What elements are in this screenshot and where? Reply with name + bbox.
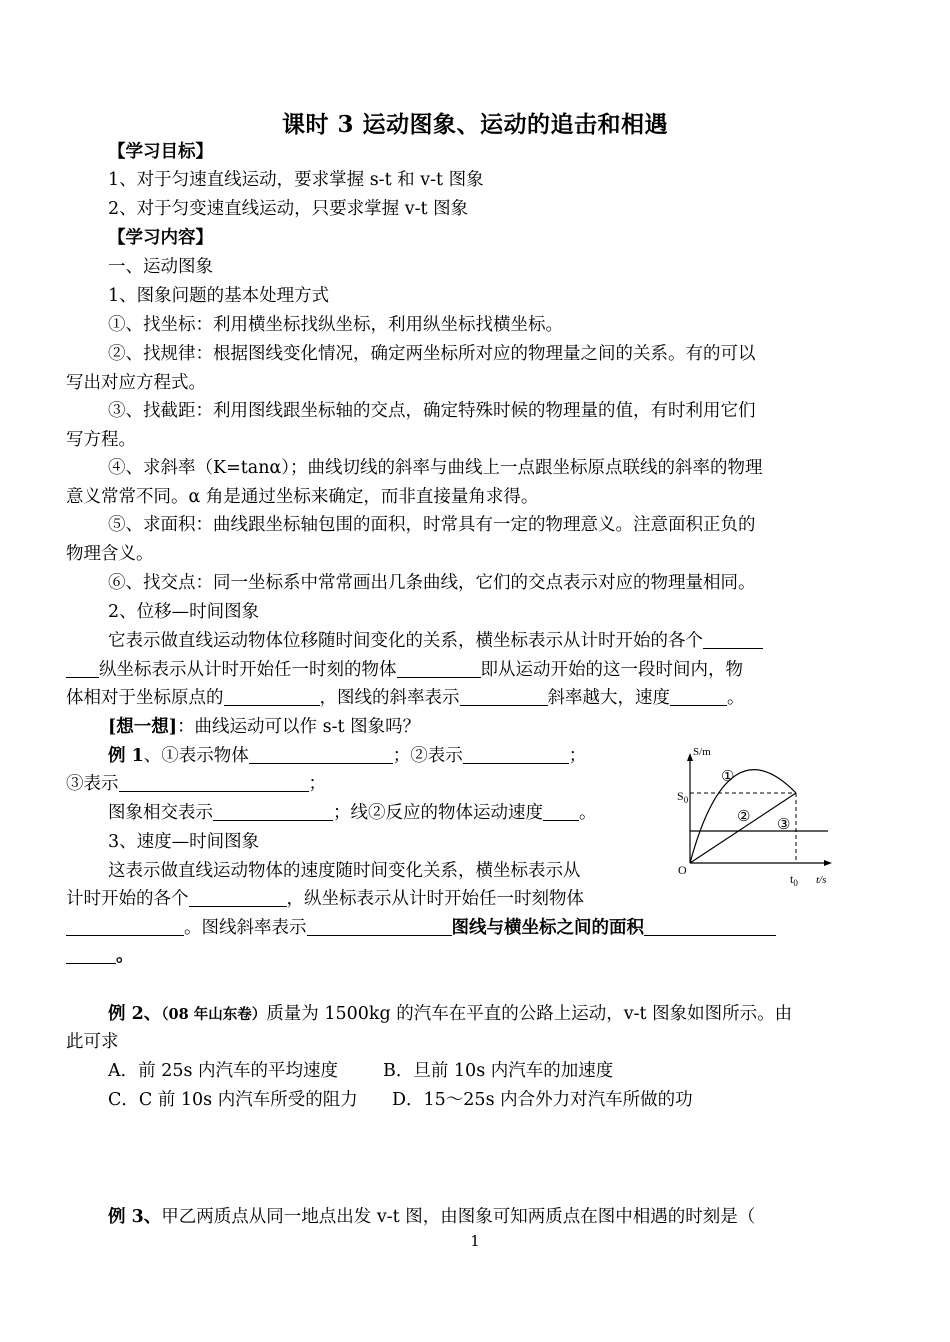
st-graph-text: 斜率越大，速度 — [547, 688, 670, 708]
subsection-1-heading: 1、图象问题的基本处理方式 — [108, 286, 330, 306]
fill-blank[interactable] — [66, 917, 184, 936]
subsection-2-heading: 2、位移—时间图象 — [108, 602, 260, 622]
fill-blank[interactable] — [644, 917, 776, 936]
fill-blank[interactable] — [703, 630, 763, 649]
x-axis-arrow-icon — [824, 860, 832, 866]
origin-label: O — [678, 863, 687, 877]
paragraph-5-line-1: ⑤、求面积：曲线跟坐标轴包围的面积，时常具有一定的物理意义。注意面积正负的 — [108, 515, 756, 535]
vt-graph-text: ，纵坐标表示从计时开始任一时刻物体 — [286, 889, 584, 909]
curve-2-label: ② — [737, 809, 751, 825]
fill-blank[interactable] — [224, 687, 320, 706]
example-1-line-1 — [108, 744, 586, 768]
paragraph-2-line-1: ②、找规律：根据图线变化情况，确定两坐标所对应的物理量之间的关系。有的可以 — [108, 344, 756, 364]
example-2-label: 例 2、 — [108, 1004, 162, 1024]
vt-graph-text: 。 — [116, 946, 134, 966]
goals-heading: 【学习目标】 — [108, 142, 213, 162]
example-1-label: 例 1 — [108, 746, 144, 766]
example-2-option-a: A．前 25s 内汽车的平均速度 — [108, 1061, 339, 1081]
curve-3-label: ③ — [777, 817, 791, 833]
st-graph-text: 。 — [727, 688, 745, 708]
t0-label: $t_0$ — [790, 872, 798, 888]
st-graph-text: 它表示做直线运动物体位移随时间变化的关系，横坐标表示从计时开始的各个 — [108, 631, 703, 651]
vt-graph-text: 计时开始的各个 — [66, 889, 189, 909]
page-number: 1 — [470, 1232, 480, 1250]
example-2-option-b: B．旦前 10s 内汽车的加速度 — [383, 1061, 614, 1081]
vt-graph-text: 。图线斜率表示 — [184, 918, 307, 938]
fill-blank[interactable] — [460, 687, 548, 706]
example-3-label: 例 3、 — [108, 1207, 162, 1227]
paragraph-4-line-1: ④、求斜率（K=tanα）；曲线切线的斜率与曲线上一点跟坐标原点联线的斜率的物理 — [108, 458, 763, 478]
example-2-option-c: C．C 前 10s 内汽车所受的阻力 — [108, 1090, 358, 1110]
section-1-heading: 一、运动图象 — [108, 257, 213, 277]
st-graph-line-1 — [108, 629, 763, 653]
st-graph-text: 纵坐标表示从计时开始任一时刻的物体 — [99, 660, 397, 680]
content-heading: 【学习内容】 — [108, 228, 213, 248]
example-1-text: ； — [568, 746, 587, 766]
st-graph-text: ，图线的斜率表示 — [319, 688, 460, 708]
paragraph-3-line-1: ③、找截距：利用图线跟坐标轴的交点，确定特殊时候的物理量的值，有时利用它们 — [108, 401, 756, 421]
example-2-line-1 — [108, 1002, 792, 1027]
st-graph-line-3 — [66, 686, 745, 710]
y-axis-label: S/m — [693, 746, 711, 758]
example-2-source: （08 年山东卷） — [161, 1006, 267, 1023]
paragraph-6: ⑥、找交点：同一坐标系中常常画出几条曲线，它们的交点表示对应的物理量相同。 — [108, 573, 756, 593]
goal-2: 2、对于匀变速直线运动，只要求掌握 v-t 图象 — [108, 199, 469, 219]
page-title: 课时 3 运动图象、运动的追击和相遇 — [281, 111, 669, 138]
paragraph-2-line-2: 写出对应方程式。 — [66, 373, 206, 393]
x-axis-label: t/s — [816, 874, 827, 886]
fill-blank[interactable] — [307, 917, 452, 936]
vt-graph-line-2 — [66, 887, 584, 911]
example-2-option-d: D．15～25s 内合外力对汽车所做的功 — [392, 1090, 693, 1110]
st-graph-line-2 — [66, 658, 743, 682]
example-1-text: ；②表示 — [392, 746, 463, 766]
vt-graph-line-1: 这表示做直线运动物体的速度随时间变化关系，横坐标表示从 — [108, 861, 581, 881]
paragraph-5-line-2: 物理含义。 — [66, 544, 154, 564]
think-label: [想一想] — [108, 717, 178, 737]
example-1-text: ；线②反应的物体运动速度 — [333, 803, 543, 823]
st-graph-figure — [676, 743, 836, 893]
example-3-line-1 — [108, 1205, 755, 1229]
fill-blank[interactable] — [670, 687, 727, 706]
paragraph-1: ①、找坐标：利用横坐标找纵坐标，利用纵坐标找横坐标。 — [108, 315, 563, 335]
example-1-text: 、①表示物体 — [143, 746, 249, 766]
fill-blank[interactable] — [119, 773, 309, 792]
think-text: ：曲线运动可以作 s-t 图象吗？ — [177, 717, 421, 737]
example-1-line-2 — [66, 772, 326, 796]
example-1-text: ③表示 — [66, 774, 119, 794]
goal-1: 1、对于匀速直线运动，要求掌握 s-t 和 v-t 图象 — [108, 170, 484, 190]
s0-label: $S_0$ — [677, 789, 689, 805]
example-2-line-2: 此可求 — [66, 1032, 119, 1052]
fill-blank[interactable] — [66, 659, 99, 678]
fill-blank[interactable] — [543, 802, 579, 821]
curve-1-label: ① — [721, 769, 735, 785]
example-1-text: 。 — [579, 803, 597, 823]
subsection-3-heading: 3、速度—时间图象 — [108, 832, 260, 852]
fill-blank[interactable] — [213, 802, 333, 821]
paragraph-4-line-2: 意义常常不同。α 角是通过坐标来确定，而非直接量角求得。 — [66, 487, 539, 507]
example-1-text: 图象相交表示 — [108, 803, 213, 823]
fill-blank[interactable] — [463, 745, 569, 764]
fill-blank[interactable] — [66, 945, 116, 964]
vt-graph-line-4 — [66, 944, 134, 968]
st-graph-text: 即从运动开始的这一段时间内，物 — [480, 660, 743, 680]
paragraph-3-line-2: 写方程。 — [66, 430, 136, 450]
fill-blank[interactable] — [189, 888, 287, 907]
vt-graph-line-3 — [66, 916, 776, 940]
st-graph-text: 体相对于坐标原点的 — [66, 688, 224, 708]
example-1-line-3 — [108, 801, 597, 825]
vt-graph-bold-text: 图线与横坐标之间的面积 — [451, 918, 644, 938]
think-prompt — [108, 715, 420, 739]
fill-blank[interactable] — [397, 659, 481, 678]
example-3-text: 甲乙两质点从同一地点出发 v-t 图，由图象可知两质点在图中相遇的时刻是（ — [161, 1207, 756, 1227]
example-2-text: 质量为 1500kg 的汽车在平直的公路上运动，v-t 图象如图所示。由 — [266, 1004, 793, 1024]
example-1-text: ； — [308, 774, 326, 794]
fill-blank[interactable] — [249, 745, 393, 764]
